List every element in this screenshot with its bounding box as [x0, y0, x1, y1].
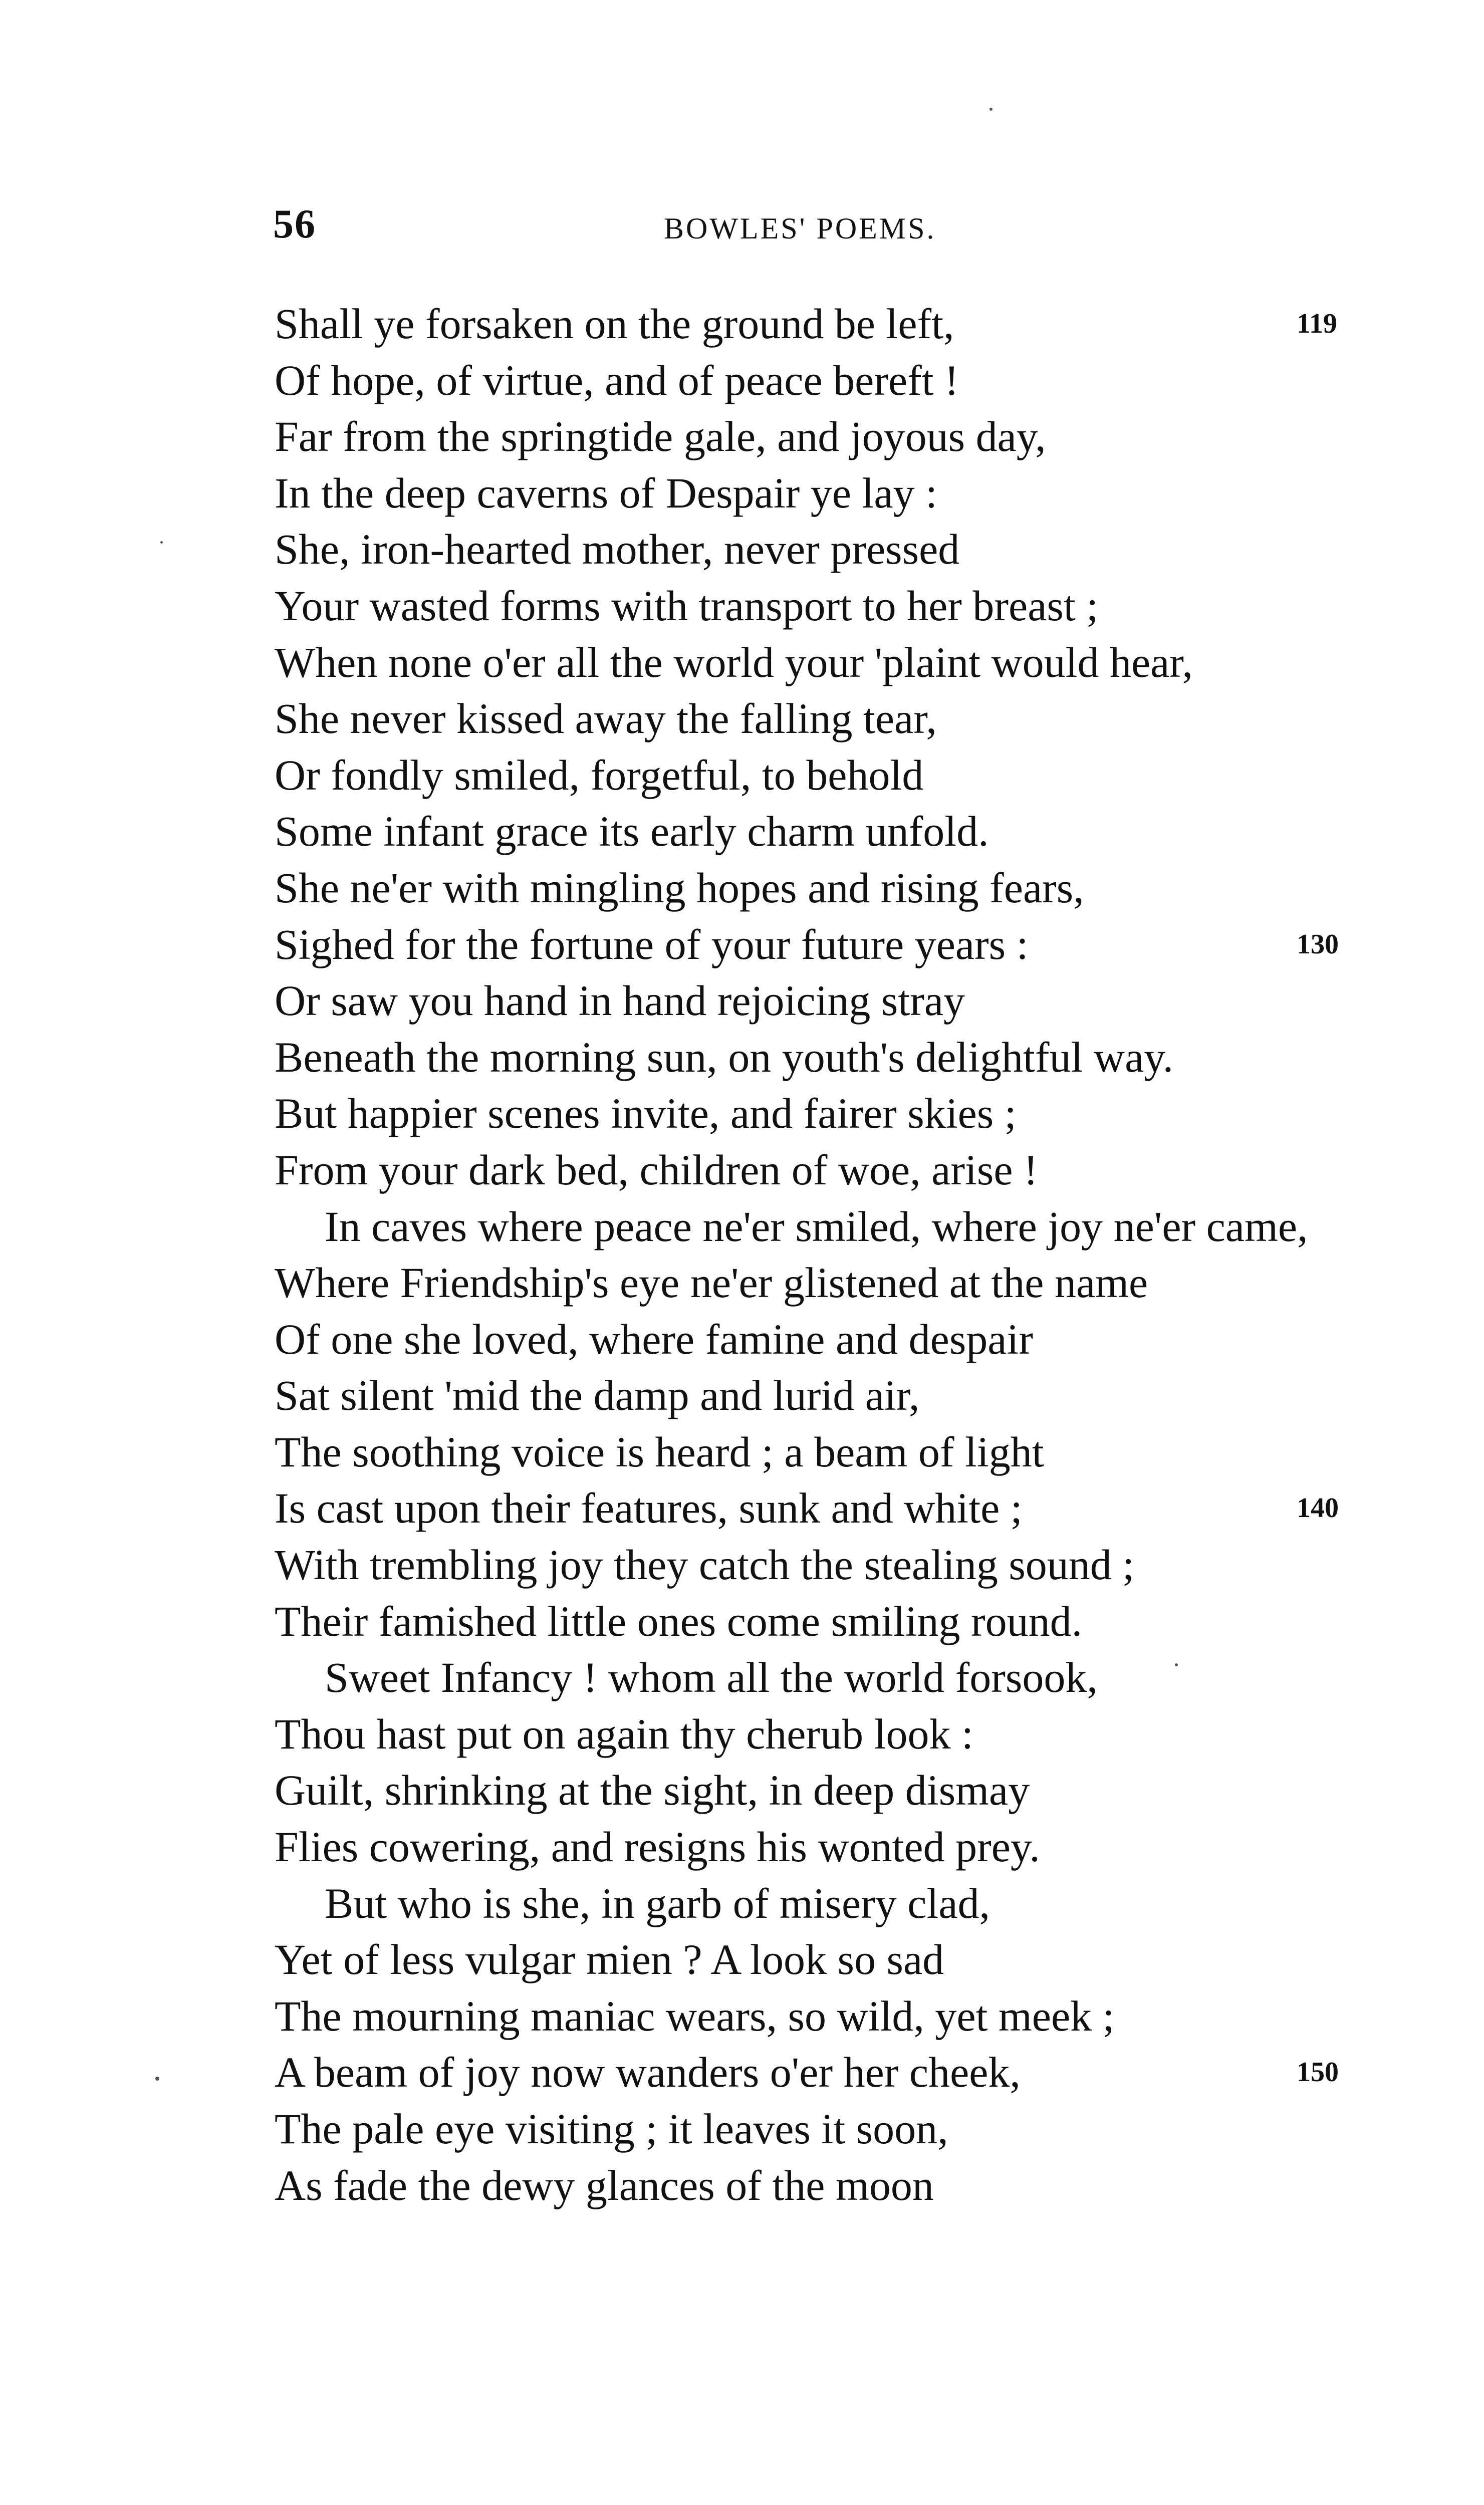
poem-line: [275, 1875, 1377, 1932]
poem-line: [275, 1480, 1377, 1537]
poem-line-text: Far from the springtide gale, and joyous day,: [275, 412, 1046, 461]
line-number: 140: [1297, 1492, 1339, 1524]
poem-line-text: As fade the dewy glances of the moon: [275, 2161, 934, 2209]
poem-line: [275, 296, 1377, 352]
poem-line-text: Yet of less vulgar mien ? A look so sad: [275, 1935, 944, 1984]
poem-line: [275, 1819, 1377, 1875]
poem-line: [275, 803, 1377, 860]
poem-line: [275, 1085, 1377, 1142]
poem-line: [275, 1142, 1377, 1198]
poem-line-text: Guilt, shrinking at the sight, in deep dismay: [275, 1766, 1030, 1815]
poem-line-text: From your dark bed, children of woe, arise !: [275, 1145, 1038, 1194]
poem-line: [275, 860, 1377, 916]
poem-line-text: Sat silent 'mid the damp and lurid air,: [275, 1371, 920, 1420]
poem-line: [275, 1649, 1377, 1706]
poem-line-text: She never kissed away the falling tear,: [275, 694, 937, 743]
poem-line-text: But happier scenes invite, and fairer skies ;: [275, 1089, 1017, 1138]
poem-line-text: Thou hast put on again thy cherub look :: [275, 1709, 973, 1758]
poem-line-text: A beam of joy now wanders o'er her cheek,: [275, 2048, 1021, 2097]
poem-line: [275, 521, 1377, 578]
poem-line: [275, 634, 1377, 691]
poem-line-text: Flies cowering, and resigns his wonted prey.: [275, 1823, 1040, 1871]
poem-line-text: In the deep caverns of Despair ye lay :: [275, 468, 937, 517]
poem-line-text: Shall ye forsaken on the ground be left,: [275, 300, 954, 348]
poem-line: [275, 1255, 1377, 1311]
poem-line: [275, 465, 1377, 522]
poem-line: [275, 916, 1377, 973]
poem-line: [275, 972, 1377, 1029]
poem-line: [275, 1029, 1377, 1086]
poem-line: [275, 1311, 1377, 1368]
page-number: 56: [273, 201, 316, 246]
poem-line: [275, 1931, 1377, 1988]
running-title: BOWLES' POEMS.: [664, 212, 936, 245]
poem-line: [275, 1593, 1377, 1650]
poem-line: [275, 2044, 1377, 2101]
poem-line-text: Or fondly smiled, forgetful, to behold: [275, 750, 924, 799]
paper-speck: [155, 2077, 159, 2081]
poem-line: [275, 2101, 1377, 2157]
paper-speck: [160, 541, 163, 544]
poem-line-text: Sighed for the fortune of your future years :: [275, 920, 1029, 968]
poem-line: [275, 1988, 1377, 2045]
poem-line-text: Or saw you hand in hand rejoicing stray: [275, 976, 965, 1025]
poem-line-text: She ne'er with mingling hopes and rising fears,: [275, 863, 1084, 912]
paper-speck: [990, 108, 993, 111]
poem-line: [275, 1198, 1377, 1255]
poem-line: [275, 690, 1377, 747]
poem-line: [275, 1706, 1377, 1763]
poem-line: [275, 1537, 1377, 1593]
poem-line: [275, 408, 1377, 465]
poem-line: [275, 1762, 1377, 1819]
poem-line-text: The mourning maniac wears, so wild, yet meek ;: [275, 1991, 1115, 2040]
poem-line-text: She, iron-hearted mother, never pressed: [275, 525, 960, 574]
poem-line-text: Some infant grace its early charm unfold.: [275, 807, 989, 856]
poem-line-text: The soothing voice is heard ; a beam of light: [275, 1427, 1044, 1476]
poem-line-text: Of one she loved, where famine and despair: [275, 1315, 1033, 1363]
poem-line-text: Your wasted forms with transport to her breast ;: [275, 581, 1099, 630]
poem-line: [275, 747, 1377, 804]
poem-line-text: When none o'er all the world your 'plaint would hear,: [275, 638, 1193, 686]
poem-text: [275, 296, 1377, 2213]
poem-line-text: Is cast upon their features, sunk and white ;: [275, 1484, 1023, 1533]
poem-line-text: But who is she, in garb of misery clad,: [325, 1879, 991, 1927]
poem-line: [275, 2157, 1377, 2214]
poem-line-text: In caves where peace ne'er smiled, where joy ne'er came,: [325, 1202, 1308, 1250]
poem-line-text: Of hope, of virtue, and of peace bereft !: [275, 356, 959, 404]
line-number: 130: [1297, 928, 1339, 960]
poem-line: [275, 1367, 1377, 1424]
poem-line-text: Sweet Infancy ! whom all the world forsook,: [325, 1653, 1098, 1702]
poem-line-text: Where Friendship's eye ne'er glistened at the name: [275, 1259, 1148, 1307]
poem-line: [275, 352, 1377, 409]
poem-line: [275, 578, 1377, 634]
poem-line-text: With trembling joy they catch the stealing sound ;: [275, 1541, 1135, 1589]
poem-line-text: The pale eye visiting ; it leaves it soon,: [275, 2105, 948, 2153]
poem-line-text: Their famished little ones come smiling round.: [275, 1597, 1083, 1645]
line-number: 119: [1297, 308, 1337, 339]
poem-line: [275, 1424, 1377, 1480]
running-head: [273, 200, 1350, 250]
poem-line-text: Beneath the morning sun, on youth's delightful way.: [275, 1033, 1174, 1081]
line-number: 150: [1297, 2057, 1339, 2088]
